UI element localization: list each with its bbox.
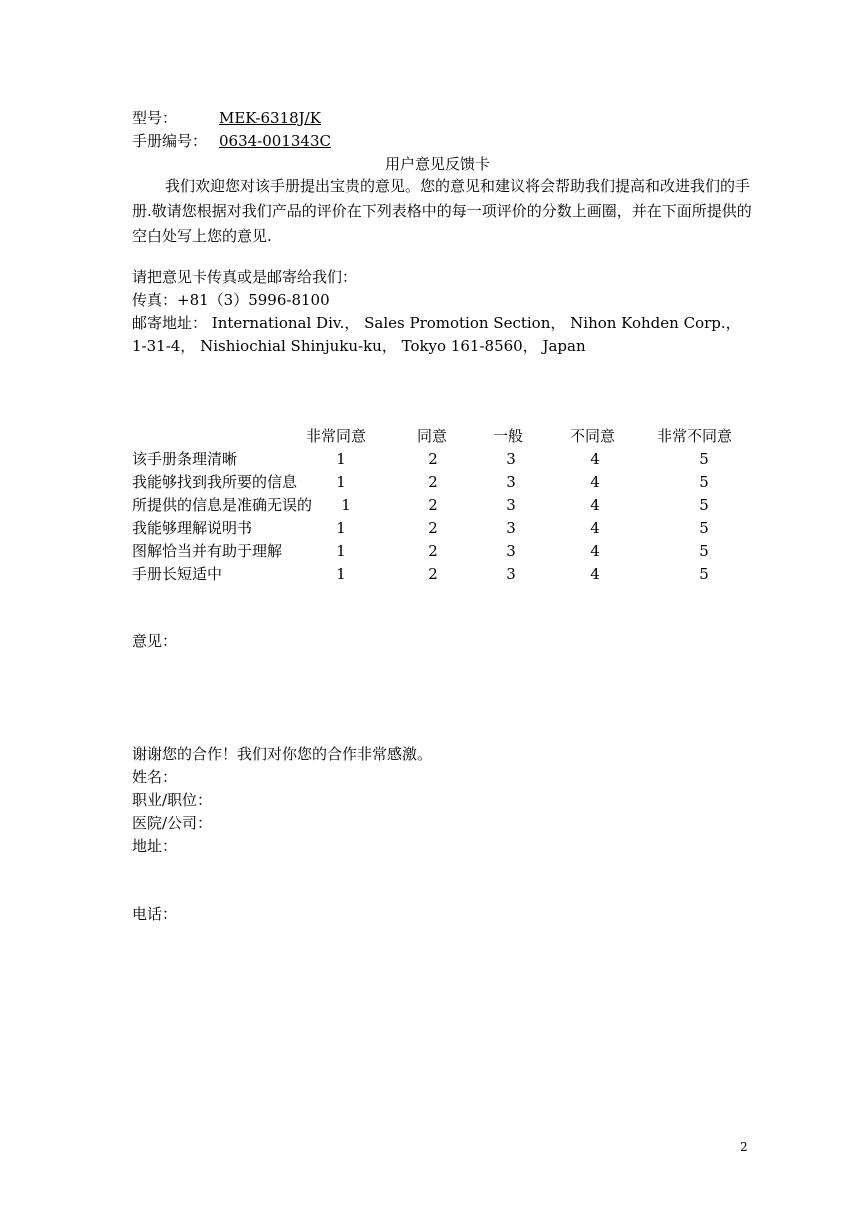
thanks-line: 谢谢您的合作！我们对你您的合作非常感激。 <box>132 745 433 763</box>
column-disagree: 不同意 <box>570 427 616 445</box>
score-4[interactable]: 4 <box>590 519 600 537</box>
comments-label: 意见： <box>132 632 178 650</box>
model-label: 型号： <box>132 109 178 127</box>
score-1[interactable]: 1 <box>336 473 346 491</box>
mail-address-line-1: 邮寄地址： International Div.， Sales Promotion Section， Nihon Kohden Corp.， <box>132 314 741 332</box>
fax-line: 传真：+81（3）5996-8100 <box>132 291 330 309</box>
name-field-label: 姓名： <box>132 768 178 786</box>
intro-paragraph: 我们欢迎您对该手册提出宝贵的意见。您的意见和建议将会帮助我们提高和改进我们的手册.敬请您根据对我们产品的评价在下列表格中的每一项评价的分数上画圈，并在下面所提供的空白处写上您的意见. <box>132 177 752 245</box>
score-3[interactable]: 3 <box>506 542 516 560</box>
score-4[interactable]: 4 <box>590 450 600 468</box>
score-3[interactable]: 3 <box>506 473 516 491</box>
score-3[interactable]: 3 <box>506 450 516 468</box>
score-1[interactable]: 1 <box>336 450 346 468</box>
score-1[interactable]: 1 <box>336 565 346 583</box>
column-agree: 同意 <box>417 427 448 445</box>
score-4[interactable]: 4 <box>590 496 600 514</box>
manual-number-label: 手册编号： <box>132 132 208 150</box>
address-field-label: 地址： <box>132 837 178 855</box>
score-5[interactable]: 5 <box>699 542 709 560</box>
row-statement: 我能够找到我所要的信息 <box>132 473 298 491</box>
row-statement: 所提供的信息是准确无误的 <box>132 496 313 514</box>
score-1[interactable]: 1 <box>336 519 346 537</box>
score-2[interactable]: 2 <box>428 542 438 560</box>
score-2[interactable]: 2 <box>428 496 438 514</box>
manual-number-value: 0634-001343C <box>219 132 331 150</box>
row-statement: 该手册条理清晰 <box>132 450 238 468</box>
company-field-label: 医院/公司： <box>132 814 213 832</box>
column-strongly-disagree: 非常不同意 <box>657 427 733 445</box>
score-5[interactable]: 5 <box>699 473 709 491</box>
column-strongly-agree: 非常同意 <box>306 427 367 445</box>
score-4[interactable]: 4 <box>590 473 600 491</box>
mail-address-line-2: 1-31-4， Nishiochial Shinjuku-ku， Tokyo 161-8560， Japan <box>132 337 586 355</box>
score-3[interactable]: 3 <box>506 565 516 583</box>
score-4[interactable]: 4 <box>590 565 600 583</box>
score-2[interactable]: 2 <box>428 565 438 583</box>
score-1[interactable]: 1 <box>341 496 351 514</box>
row-statement: 手册长短适中 <box>132 565 223 583</box>
column-neutral: 一般 <box>493 427 524 445</box>
row-statement: 图解恰当并有助于理解 <box>132 542 283 560</box>
send-instruction: 请把意见卡传真或是邮寄给我们： <box>132 268 358 286</box>
score-2[interactable]: 2 <box>428 473 438 491</box>
score-4[interactable]: 4 <box>590 542 600 560</box>
model-value: MEK-6318J/K <box>219 109 321 127</box>
row-statement: 我能够理解说明书 <box>132 519 253 537</box>
score-5[interactable]: 5 <box>699 519 709 537</box>
score-5[interactable]: 5 <box>699 450 709 468</box>
score-2[interactable]: 2 <box>428 450 438 468</box>
score-2[interactable]: 2 <box>428 519 438 537</box>
score-5[interactable]: 5 <box>699 496 709 514</box>
page-title: 用户意见反馈卡 <box>385 155 491 173</box>
score-3[interactable]: 3 <box>506 519 516 537</box>
page-number: 2 <box>740 1140 748 1154</box>
phone-field-label: 电话： <box>132 905 178 923</box>
score-3[interactable]: 3 <box>506 496 516 514</box>
job-title-field-label: 职业/职位： <box>132 791 213 809</box>
score-1[interactable]: 1 <box>336 542 346 560</box>
score-5[interactable]: 5 <box>699 565 709 583</box>
